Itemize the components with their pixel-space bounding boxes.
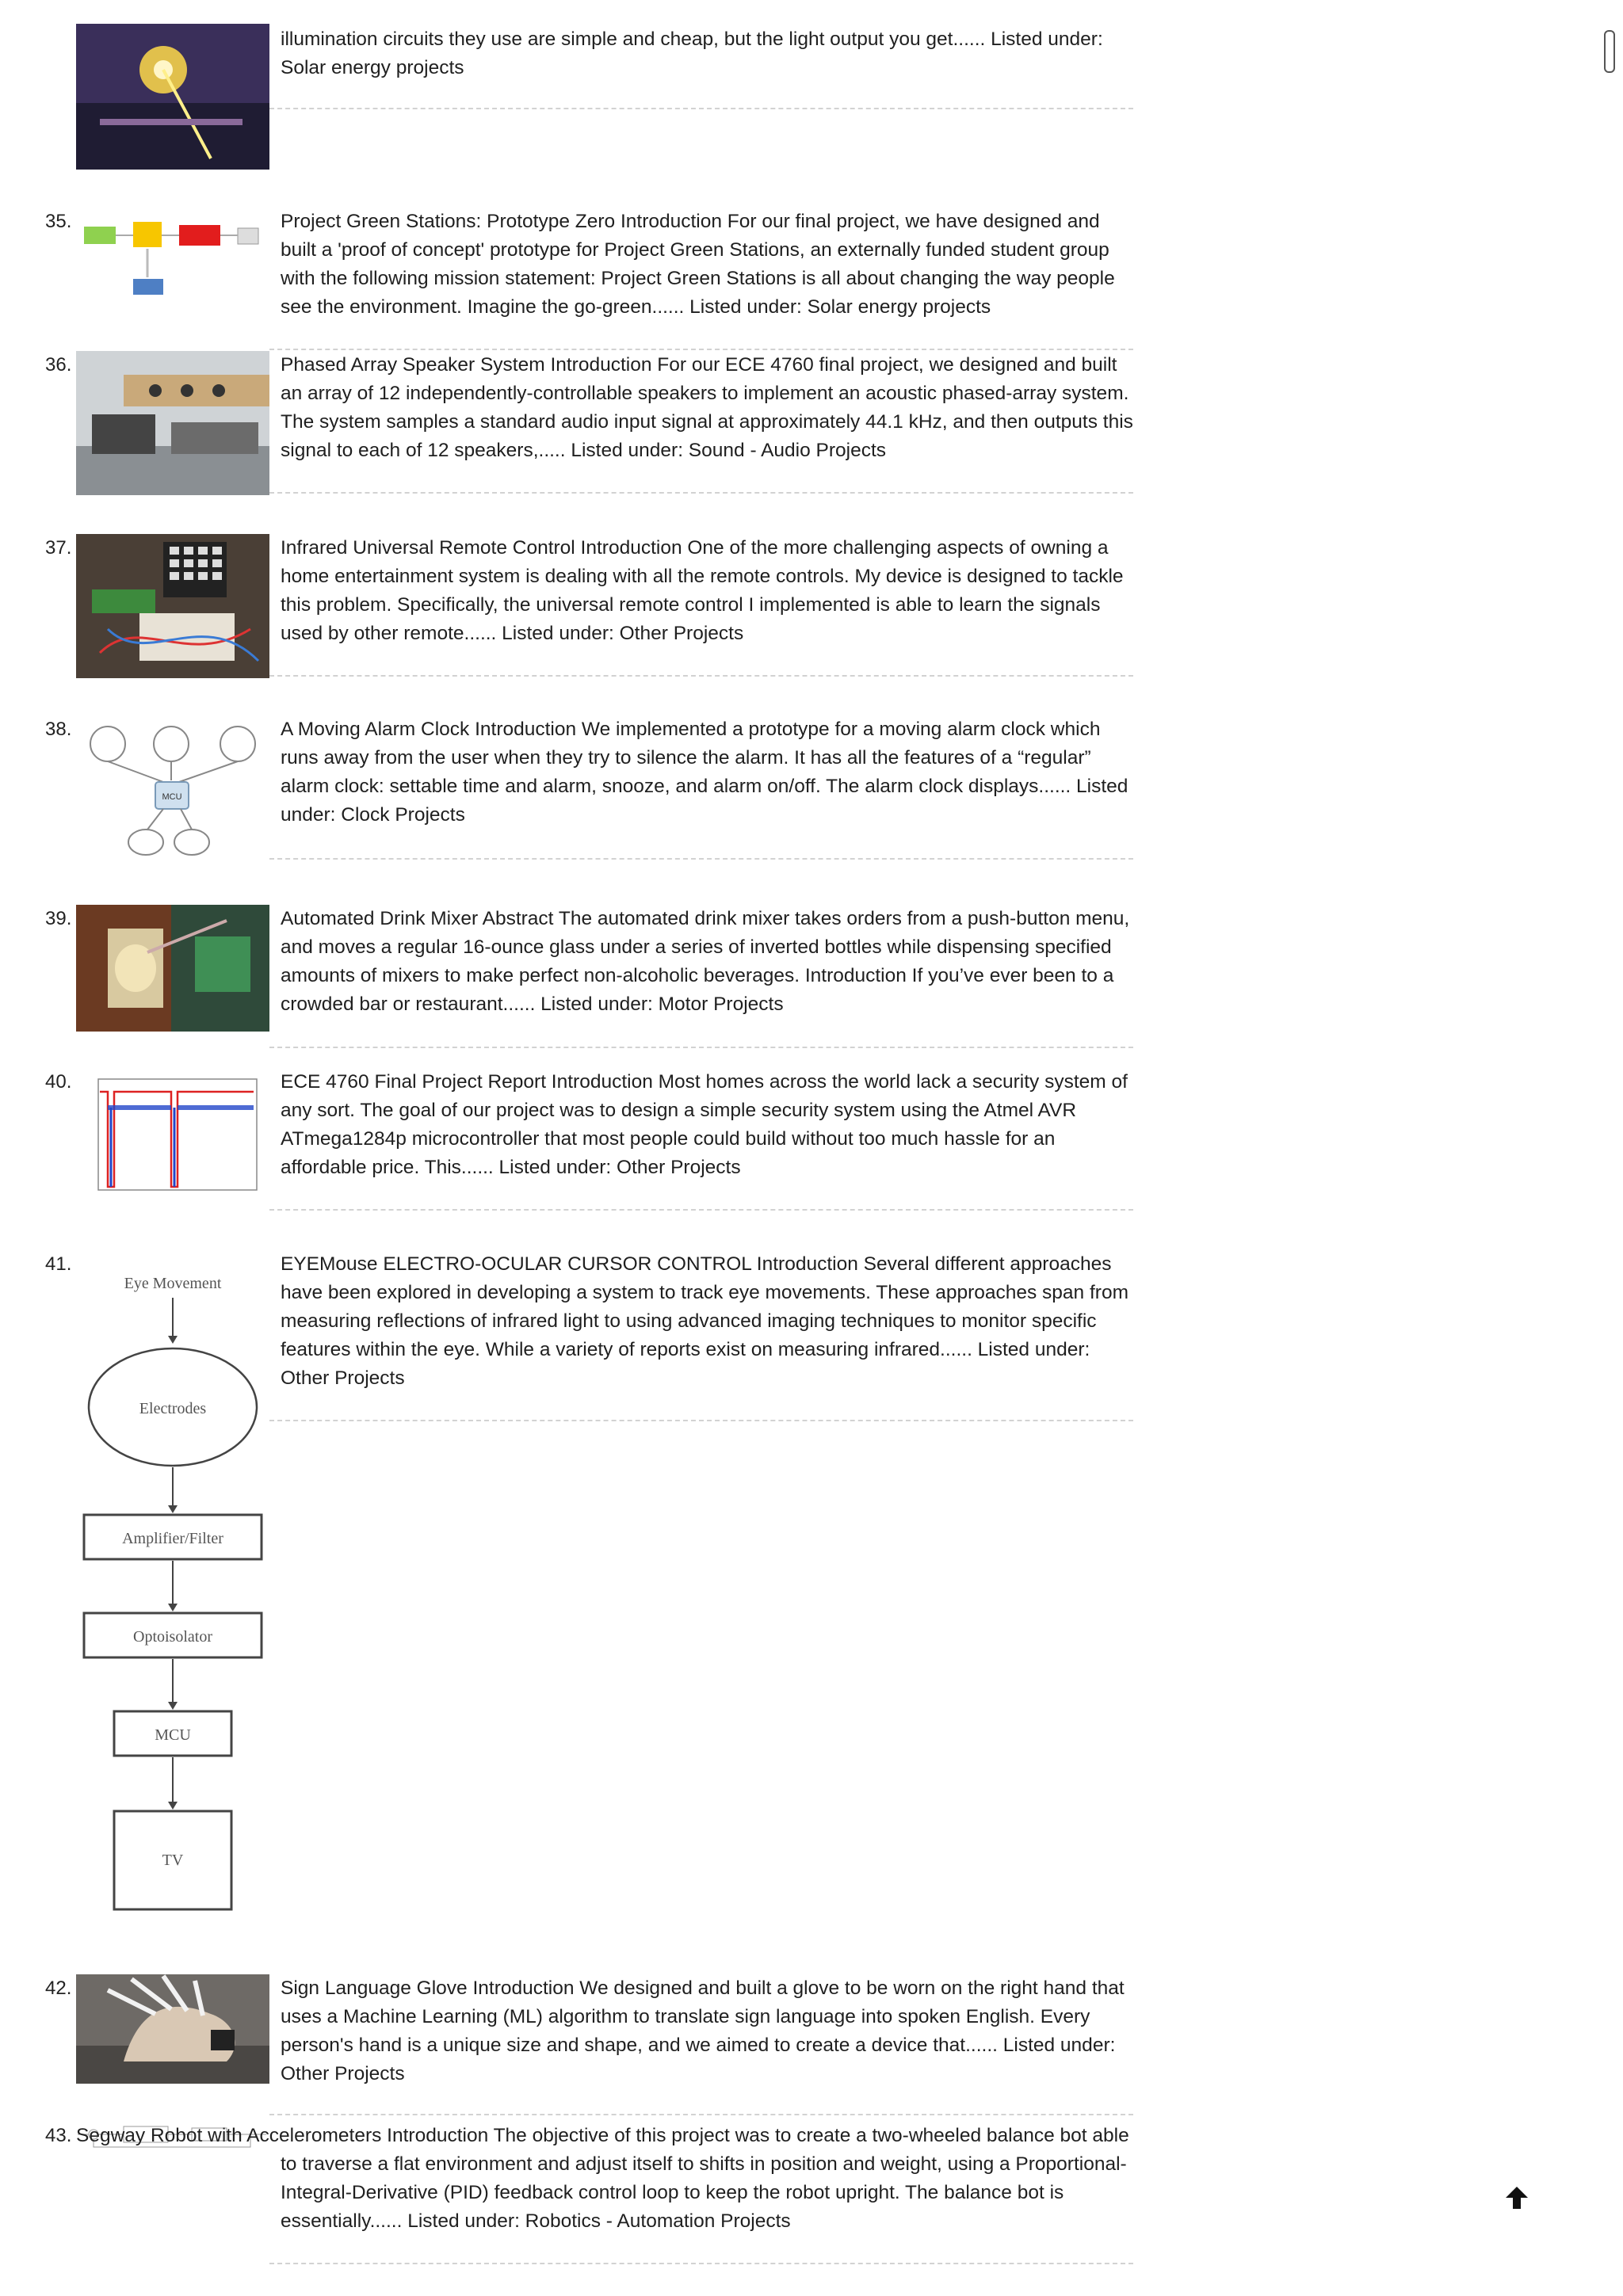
list-item — [0, 0, 1133, 111]
item-divider — [269, 492, 1133, 494]
flow-label-eye-movement: Eye Movement — [124, 1275, 222, 1292]
thumbnail-block-diagram[interactable] — [76, 214, 269, 301]
mcu-label: MCU — [162, 792, 182, 802]
item-divider — [269, 2263, 1133, 2264]
item-description: Automated Drink Mixer Abstract The automated drink mixer takes orders from a push-button menu, and moves a regular 16-ounce glass under a series of inverted bottles while dispensing specified amounts of mixers to make perfect non-alcoholic beverages. Introduction If you’ve ever been to a crowded bar or restaurant...... Listed under: Motor Projects — [281, 908, 1130, 1015]
flow-label-optoisolator: Optoisolator — [133, 1628, 212, 1646]
item-description: Infrared Universal Remote Control Introduction One of the more challenging aspects of owning a home entertainment system is dealing with all the remote controls. My device is designed to tackle this problem. Specifically, the universal remote control I implemented is able to learn the signals used by other remote...... Listed under: Other Projects — [281, 537, 1124, 644]
scrollbar-thumb[interactable] — [1604, 30, 1615, 73]
thumbnail-photo-glove[interactable] — [76, 1974, 269, 2084]
item-description: Phased Array Speaker System Introduction For our ECE 4760 final project, we designed and built an array of 12 independently-controllable speakers to implement an acoustic phased-array system. The system samples a standard audio input signal at approximately 44.1 kHz, and then outputs this signal to each of 12 speakers,..... Listed under: Sound - Audio Projects — [281, 354, 1133, 461]
item-description: illumination circuits they use are simple and cheap, but the light output you get...... Listed under: Solar energy projects — [281, 29, 1103, 78]
thumbnail-mcu-diagram[interactable] — [76, 723, 269, 858]
item-number: 36. — [45, 354, 72, 376]
flow-label-amplifier: Amplifier/Filter — [122, 1530, 223, 1547]
item-number: 42. — [45, 1978, 72, 1999]
item-description: ECE 4760 Final Project Report Introduction Most homes across the world lack a security system of any sort. The goal of our project was to design a simple security system using the Atmel AVR ATmega1284p microcontroller that most people could build without too much hassle for an affordable price. This...... Listed under: Other Projects — [281, 1071, 1128, 1178]
item-divider — [269, 108, 1133, 109]
flow-label-tv: TV — [162, 1852, 184, 1869]
item-description: A Moving Alarm Clock Introduction We implemented a prototype for a moving alarm clock which runs away from the user when they try to silence the alarm. It has all the features of a “regular” alarm clock: settable time and alarm, snooze, and alarm on/off. The alarm clock displays...... Listed under: Clock Projects — [281, 719, 1128, 826]
back-to-top-button[interactable] — [1503, 2183, 1531, 2212]
item-number: 39. — [45, 908, 72, 929]
thumbnail-eye-flow[interactable] — [76, 1266, 269, 1933]
item-divider — [269, 349, 1133, 350]
flow-label-electrodes: Electrodes — [139, 1400, 207, 1417]
item-number: 35. — [45, 211, 72, 232]
item-divider — [269, 1047, 1133, 1048]
item-description: EYEMouse ELECTRO-OCULAR CURSOR CONTROL Introduction Several different approaches have been explored in developing a system to track eye movements. These approaches span from measuring reflections of infrared light to using advanced imaging techniques to monitor specific features within the eye. While a variety of reports exist on measuring infrared...... Listed under: Other Projects — [281, 1253, 1128, 1389]
thumbnail-plot[interactable] — [76, 1068, 269, 1212]
item-description: Project Green Stations: Prototype Zero Introduction For our final project, we have designed and built a 'proof of concept' prototype for Project Green Stations, an externally funded student group with the following mission statement: Project Green Stations is all about changing the way people see the environment. Imagine the go-green...... Listed under: Solar energy projects — [281, 211, 1115, 318]
item-divider — [269, 858, 1133, 860]
thumbnail-photo-light[interactable] — [76, 24, 269, 170]
arrow-up-icon — [1503, 2183, 1531, 2212]
item-divider — [269, 675, 1133, 677]
item-divider — [269, 1420, 1133, 1421]
thumbnail-photo-lab[interactable] — [76, 351, 269, 495]
item-number: 38. — [45, 719, 72, 740]
flow-label-mcu: MCU — [155, 1726, 191, 1744]
thumbnail-photo-mixer[interactable] — [76, 905, 269, 1032]
thumbnail-photo-keypad[interactable] — [76, 534, 269, 678]
item-number: 41. — [45, 1253, 72, 1275]
item-number: 40. — [45, 1071, 72, 1093]
item-description: Segway Robot with Accelerometers Introduction The objective of this project was to create a two-wheeled balance bot able to traverse a flat environment and adjust itself to shifts in position and weight, using a Proportional-Integral-Derivative (PID) feedback control loop to keep the robot upright. The balance bot is essentially...... Listed under: Robotics - Automation Projects — [76, 2125, 1129, 2232]
item-number: 43. — [45, 2125, 72, 2146]
item-description: Sign Language Glove Introduction We designed and built a glove to be worn on the right hand that uses a Machine Learning (ML) algorithm to translate sign language into spoken English. Every person's hand is a unique size and shape, and we aimed to create a device that...... Listed under: Other Projects — [281, 1978, 1125, 2084]
item-number: 37. — [45, 537, 72, 559]
item-divider — [269, 2114, 1133, 2115]
item-divider — [269, 1209, 1133, 1211]
